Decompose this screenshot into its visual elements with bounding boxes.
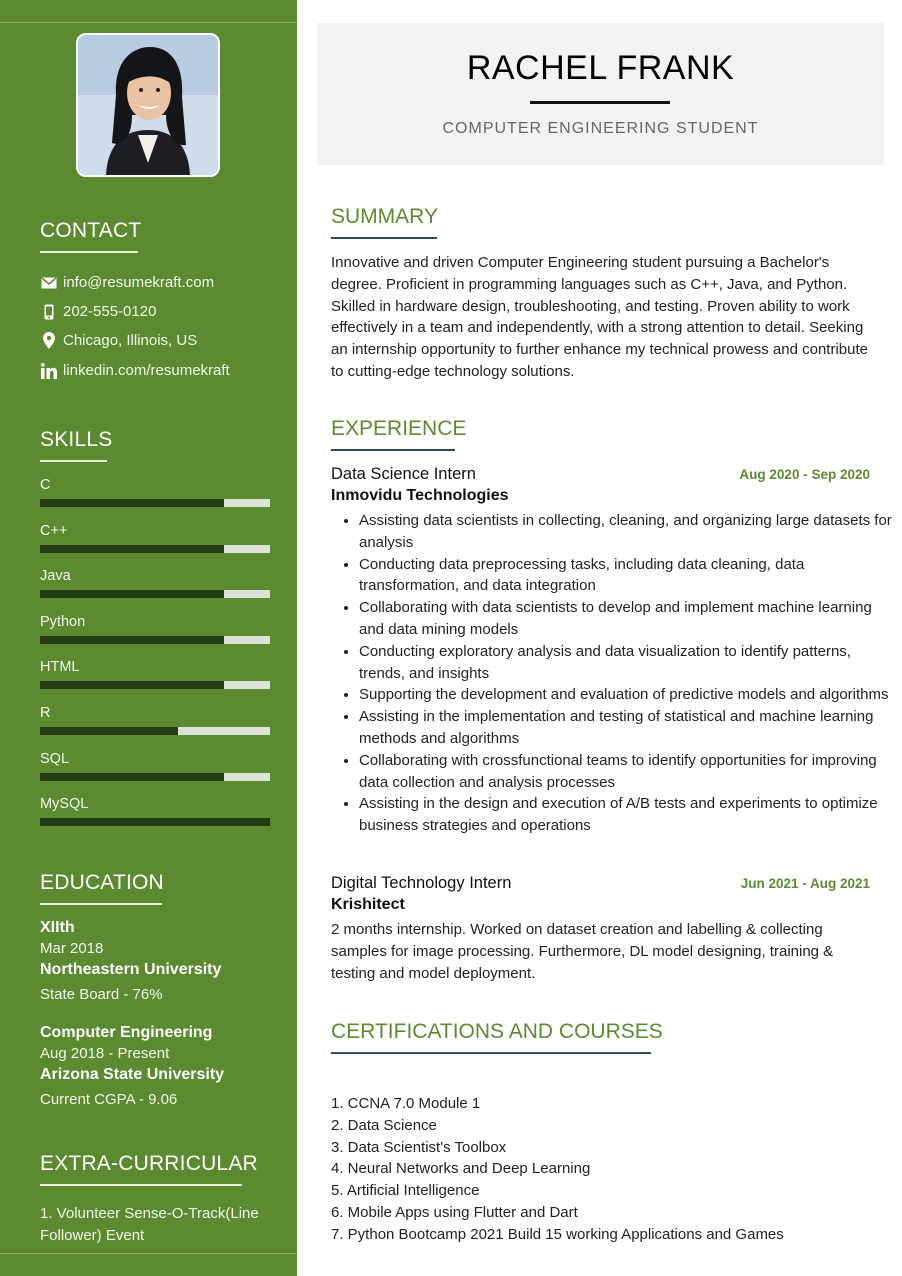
summary-heading: SUMMARY — [331, 205, 438, 228]
skills-heading: SKILLS — [40, 428, 113, 451]
skill-level-fill — [40, 636, 224, 644]
heading-underline — [40, 460, 107, 462]
skill-level-bar — [40, 727, 270, 735]
contact-linkedin-text: linkedin.com/resumekraft — [63, 362, 230, 379]
education-degree: Computer Engineering — [40, 1024, 213, 1041]
extra-curricular-item: 1. Volunteer Sense-O-Track(Line Follower) Event — [40, 1205, 259, 1244]
skill-label: MySQL — [40, 796, 89, 812]
education-degree: XIIth — [40, 919, 75, 936]
list-item: • Assisting data scientists in collecting, cleaning, and organizing large datasets for analysis — [359, 510, 899, 554]
header — [317, 23, 884, 165]
linkedin-icon — [40, 362, 57, 379]
skill-label: R — [40, 705, 51, 721]
skill-level-bar — [40, 636, 270, 644]
person-role: COMPUTER ENGINEERING STUDENT — [442, 120, 759, 137]
education-heading: EDUCATION — [40, 871, 164, 894]
education-dates: Mar 2018 — [40, 940, 104, 957]
skill-label: C++ — [40, 523, 68, 539]
education-school: Northeastern University — [40, 961, 222, 978]
extra-curricular-heading: EXTRA-CURRICULAR — [40, 1152, 258, 1175]
contact-phone-text: 202-555-0120 — [63, 303, 157, 320]
skill-level-fill — [40, 499, 224, 507]
skill-level-fill — [40, 681, 224, 689]
skill-level-bar — [40, 773, 270, 781]
education-detail: Current CGPA - 9.06 — [40, 1091, 178, 1108]
phone-icon — [40, 303, 57, 320]
contact-email[interactable] — [40, 274, 214, 291]
heading-underline — [331, 237, 437, 239]
name-underline — [530, 101, 670, 104]
education-detail: State Board - 76% — [40, 986, 163, 1003]
job-company: Krishitect — [331, 896, 405, 913]
skill-level-fill — [40, 545, 224, 553]
skill-level-fill — [40, 773, 224, 781]
skill-level-fill — [40, 727, 178, 735]
list-item: • Conducting exploratory analysis and data visualization to identify patterns, trends, and insights — [359, 641, 899, 685]
divider — [0, 22, 297, 23]
list-item: 1. CCNA 7.0 Module 1 — [331, 1095, 481, 1112]
person-name: RACHEL FRANK — [466, 49, 735, 87]
list-item: • Assisting in the implementation and testing of statistical and machine learning methods and algorithms — [359, 706, 899, 750]
contact-phone[interactable] — [40, 303, 156, 320]
list-item: • Assisting in the design and execution of A/B tests and experiments to optimize business strategies and operations — [359, 793, 899, 837]
skill-level-bar — [40, 818, 270, 826]
skill-level-fill — [40, 818, 270, 826]
heading-underline — [331, 449, 455, 451]
skill-level-bar — [40, 499, 270, 507]
job-bullets — [331, 510, 899, 837]
skill-level-bar — [40, 590, 270, 598]
education-school: Arizona State University — [40, 1066, 225, 1083]
skill-label: HTML — [40, 659, 80, 675]
job-dates: Aug 2020 - Sep 2020 — [739, 467, 870, 482]
location-pin-icon — [40, 332, 57, 349]
skill-label: Python — [40, 614, 86, 630]
list-item: • Collaborating with data scientists to develop and implement machine learning and data mining models — [359, 597, 899, 641]
skill-level-bar — [40, 545, 270, 553]
heading-underline — [40, 903, 162, 905]
skill-level-fill — [40, 590, 224, 598]
list-item: 2. Data Science — [331, 1116, 437, 1134]
list-item: • Conducting data preprocessing tasks, including data cleaning, data transformation, and data integration — [359, 554, 899, 598]
job-dates: Jun 2021 - Aug 2021 — [740, 876, 870, 891]
skill-label: SQL — [40, 751, 70, 767]
list-item: • Collaborating with crossfunctional teams to identify opportunities for improving data collection and analysis processes — [359, 750, 899, 794]
skill-label: C — [40, 477, 51, 493]
contact-heading: CONTACT — [40, 219, 142, 242]
heading-underline — [40, 1184, 242, 1186]
divider — [0, 1253, 297, 1254]
heading-underline — [40, 251, 138, 253]
list-item: 7. Python Bootcamp 2021 Build 15 working Applications and Games — [331, 1225, 784, 1243]
heading-underline — [331, 1052, 651, 1054]
job-description: 2 months internship. Worked on dataset creation and labelling & collecting samples for image processing. Furthermore, DL model designing, training & testing and model deployment. — [331, 921, 834, 982]
list-item: 4. Neural Networks and Deep Learning — [331, 1160, 591, 1178]
contact-email-text: info@resumekraft.com — [63, 274, 215, 291]
certifications-list — [331, 1093, 871, 1246]
job-title: Data Science Intern — [331, 465, 476, 483]
contact-linkedin[interactable] — [40, 362, 230, 379]
contact-location-text: Chicago, Illinois, US — [63, 332, 198, 349]
profile-photo — [76, 33, 220, 177]
list-item: 5. Artificial Intelligence — [331, 1182, 480, 1200]
envelope-icon — [40, 274, 57, 291]
job-title: Digital Technology Intern — [331, 874, 512, 892]
job-company: Inmovidu Technologies — [331, 487, 509, 504]
summary-text: Innovative and driven Computer Engineering student pursuing a Bachelor's degree. Proficient in programming languages such as C++, Java, and Python. Skilled in hardware design, troubleshooting, and testing. Proven ability to work effectively in a team and independently, with a strong attention to detail. Seeking an internship opportunity to further enhance my technical prowess and contribute to cutting-edge technology solutions. — [331, 254, 868, 380]
experience-heading: EXPERIENCE — [331, 417, 467, 440]
skill-level-bar — [40, 681, 270, 689]
sidebar — [0, 0, 297, 1276]
contact-location — [40, 332, 197, 349]
list-item: 6. Mobile Apps using Flutter and Dart — [331, 1203, 578, 1221]
skill-label: Java — [40, 568, 71, 584]
certifications-heading: CERTIFICATIONS AND COURSES — [331, 1020, 663, 1043]
education-dates: Aug 2018 - Present — [40, 1045, 170, 1062]
list-item: • Supporting the development and evaluation of predictive models and algorithms — [359, 684, 899, 706]
list-item: 3. Data Scientist's Toolbox — [331, 1138, 507, 1156]
